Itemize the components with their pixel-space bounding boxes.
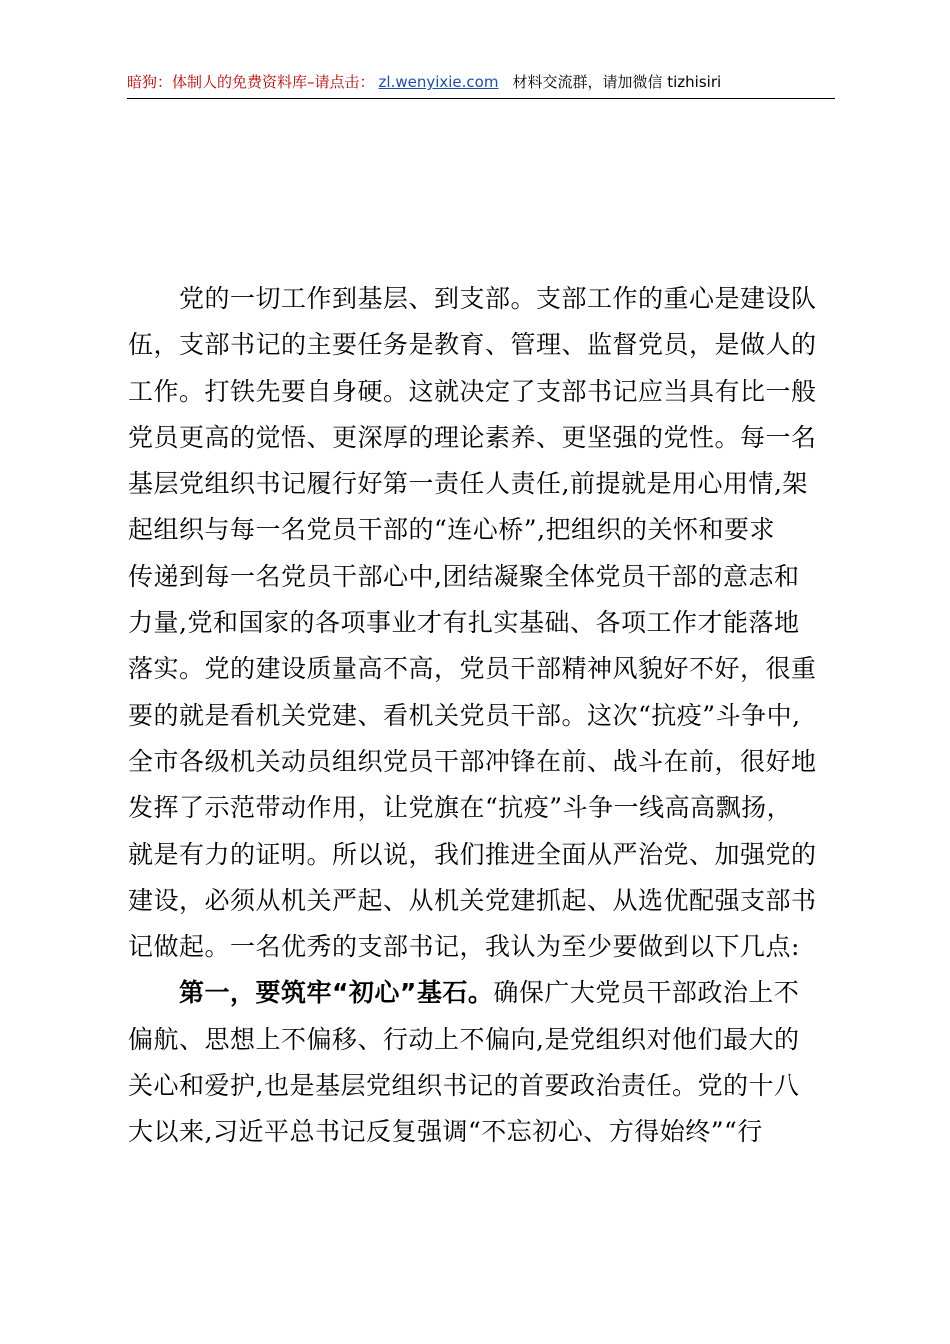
- paragraph-line: 要的就是看机关党建、看机关党员干部。这次“抗疫”斗争中,: [128, 700, 801, 730]
- paragraph-line: 力量,党和国家的各项事业才有扎实基础、各项工作才能落地: [128, 608, 800, 638]
- paragraph-line: 记做起。一名优秀的支部书记，我认为至少要做到以下几点:: [128, 932, 800, 962]
- paragraph-line: 党员更高的觉悟、更深厚的理论素养、更坚强的党性。每一名: [128, 422, 817, 452]
- paragraph-2: [128, 970, 828, 1155]
- document-body: [128, 276, 828, 1156]
- paragraph-line: 就是有力的证明。所以说，我们推进全面从严治党、加强党的: [128, 839, 817, 869]
- paragraph-line: 传递到每一名党员干部心中,团结凝聚全体党员干部的意志和: [128, 561, 800, 591]
- paragraph-line: 基层党组织书记履行好第一责任人责任,前提就是用心用情,架: [128, 469, 808, 499]
- paragraph-line: 大以来,习近平总书记反复强调“不忘初心、方得始终”“行: [128, 1117, 763, 1147]
- paragraph-line: 全市各级机关动员组织党员干部冲锋在前、战斗在前，很好地: [128, 746, 817, 776]
- paragraph-1: [128, 276, 828, 970]
- paragraph-line: 党的一切工作到基层、到支部。支部工作的重心是建设队: [179, 284, 817, 313]
- section-heading: 第一，要筑牢“初心”基石。: [179, 978, 494, 1008]
- paragraph-line: 起组织与每一名党员干部的“连心桥”,把组织的关怀和要求: [128, 515, 776, 545]
- paragraph-line: 发挥了示范带动作用，让党旗在“抗疫”斗争一线高高飘扬，: [128, 793, 793, 823]
- paragraph-line: 工作。打铁先要自身硬。这就决定了支部书记应当具有比一般: [128, 376, 817, 406]
- paragraph-line: 关心和爱护,也是基层党组织书记的首要政治责任。党的十八: [128, 1071, 800, 1101]
- header-wechat-note: 材料交流群，请加微信 tizhisiri: [512, 73, 722, 91]
- paragraph-line: 落实。党的建设质量高不高，党员干部精神风貌好不好，很重: [128, 654, 817, 684]
- paragraph-first-line: [128, 970, 828, 1016]
- paragraph-line: 偏航、思想上不偏移、行动上不偏向,是党组织对他们最大的: [128, 1024, 800, 1054]
- header-url-link[interactable]: zl.wenyixie.com: [378, 73, 499, 91]
- header-site-name: 暗狗：体制人的免费资料库: [127, 73, 308, 91]
- paragraph-line: 建设，必须从机关严起、从机关党建抓起、从选优配强支部书: [128, 885, 817, 915]
- paragraph-line-rest: 确保广大党员干部政治上不: [493, 978, 800, 1008]
- header-click-prompt: –请点击：: [307, 73, 375, 91]
- paragraph-line: 伍，支部书记的主要任务是教育、管理、监督党员，是做人的: [128, 330, 817, 360]
- document-header: [127, 70, 835, 99]
